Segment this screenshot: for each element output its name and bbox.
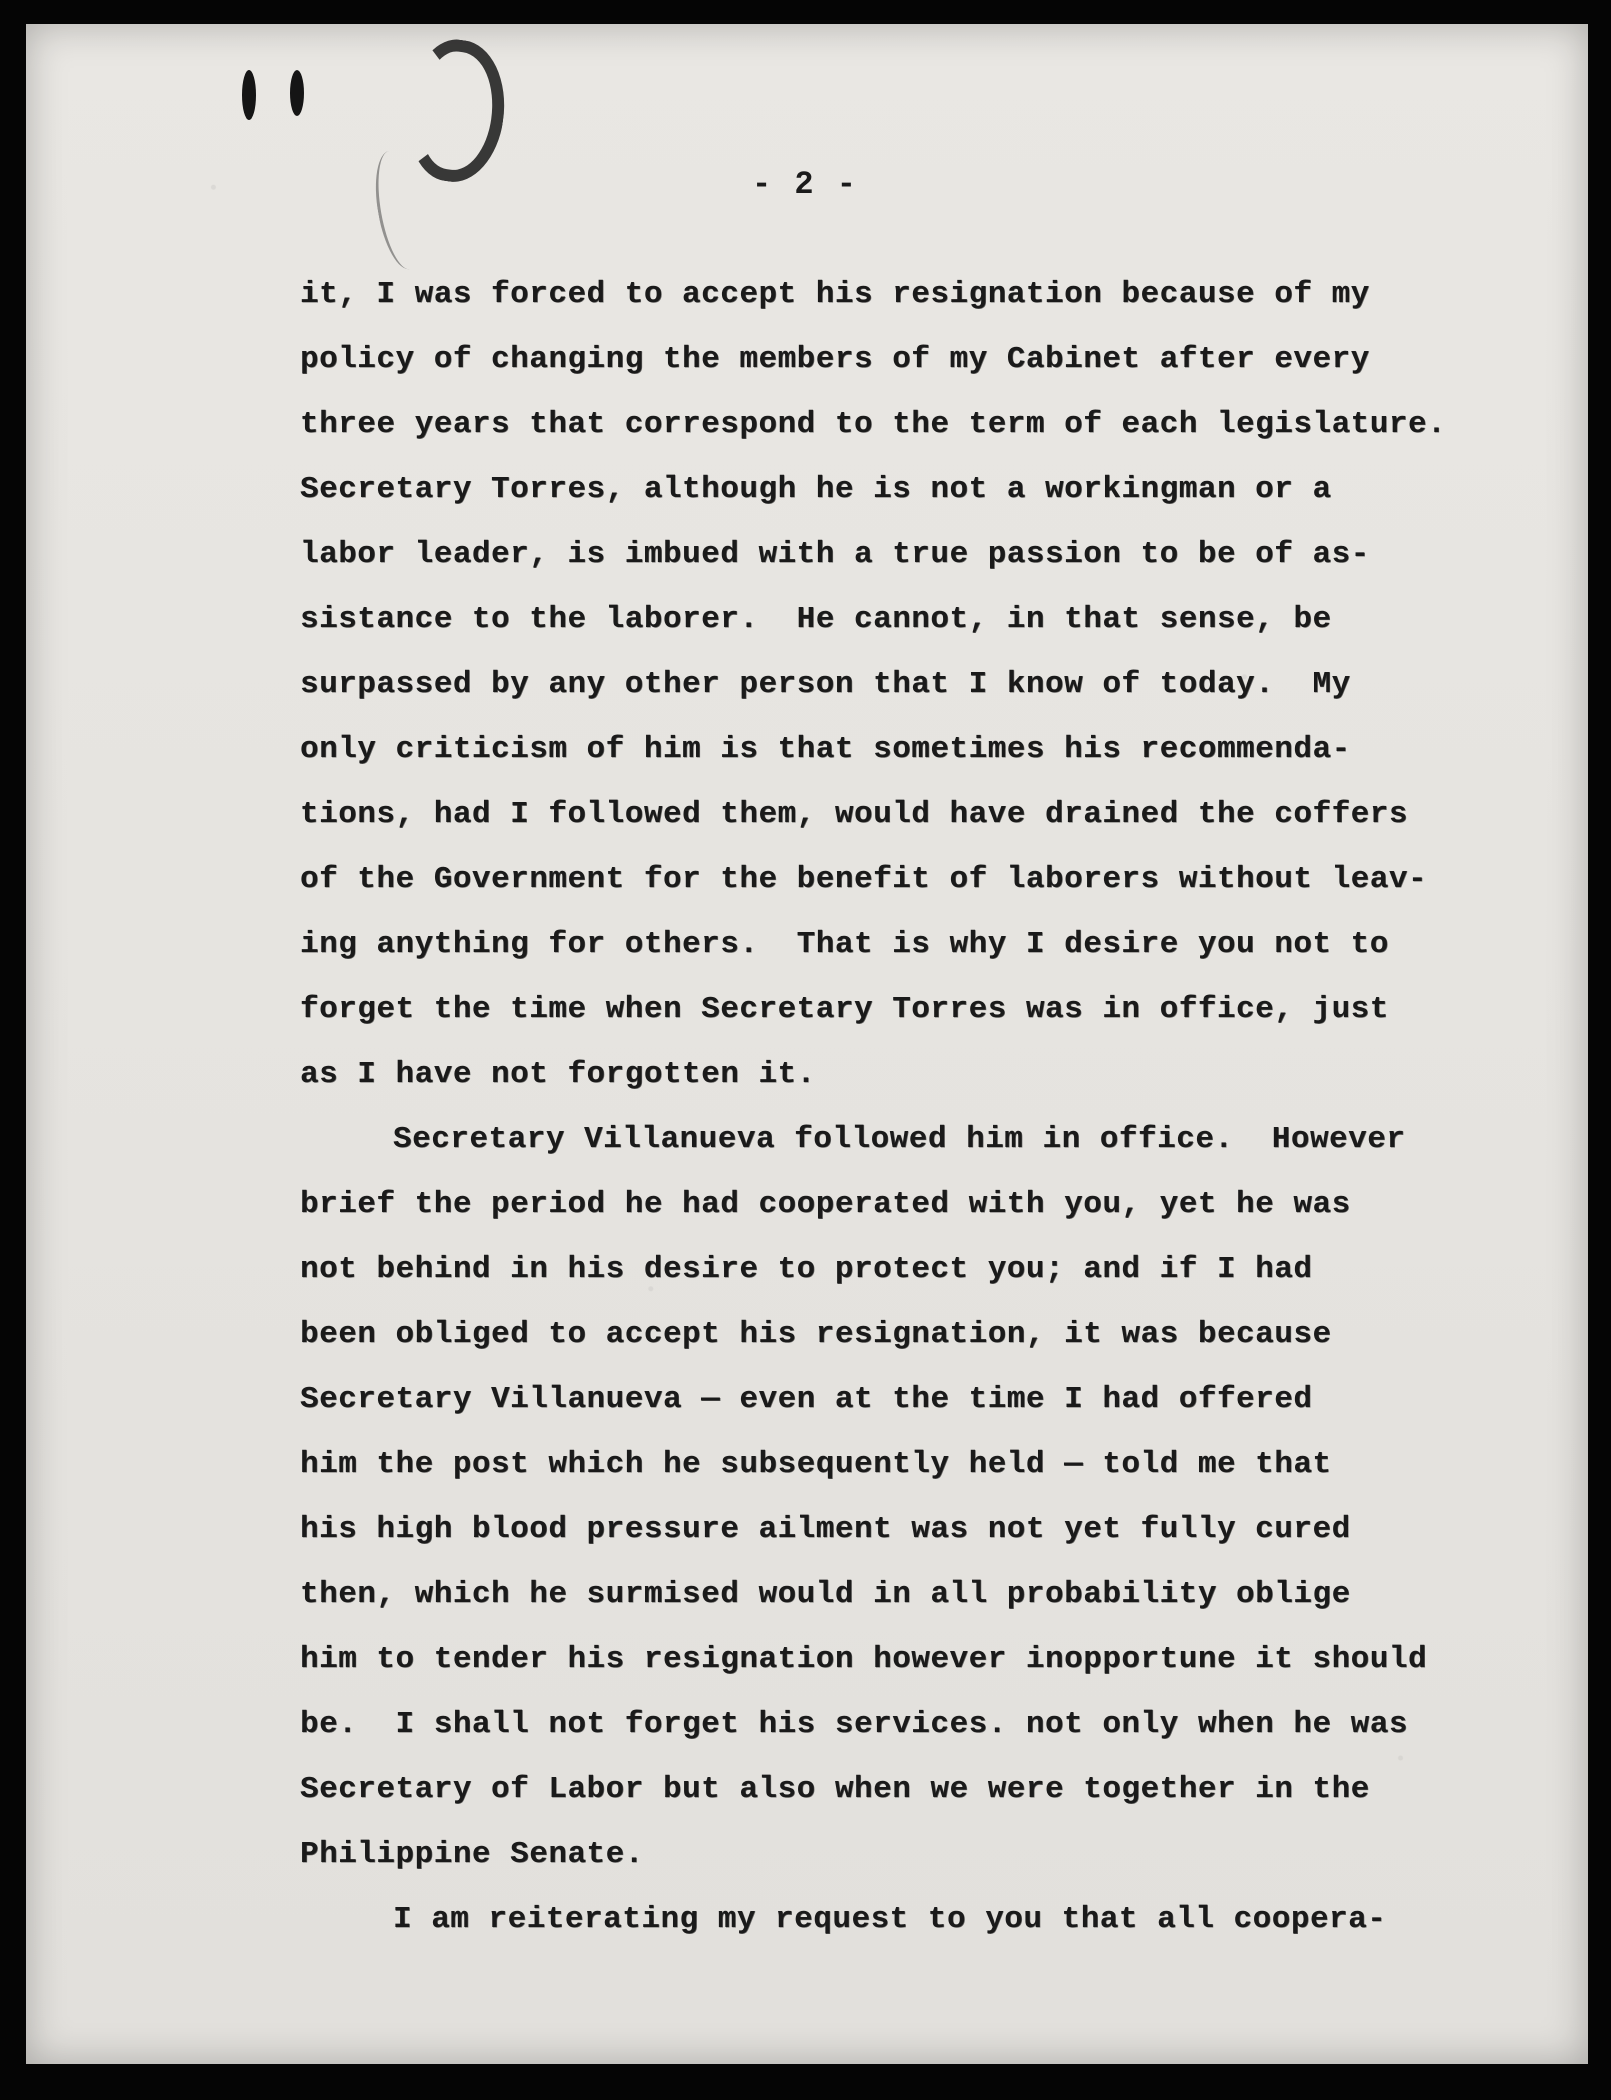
text-line: only criticism of him is that sometimes his recommenda- xyxy=(300,732,1351,767)
text-line: Philippine Senate. xyxy=(300,1837,644,1872)
ink-smudge xyxy=(290,70,304,116)
text-line: Secretary of Labor but also when we were together in the xyxy=(300,1772,1370,1807)
text-line: Secretary Villanueva — even at the time I had offered xyxy=(300,1382,1313,1417)
text-line: surpassed by any other person that I know of today. My xyxy=(300,667,1351,702)
text-line: as I have not forgotten it. xyxy=(300,1057,816,1092)
text-line: not behind in his desire to protect you; and if I had xyxy=(300,1252,1313,1287)
ink-smudge xyxy=(242,70,256,120)
letter-body xyxy=(300,262,1470,1952)
text-line: tions, had I followed them, would have drained the coffers xyxy=(300,797,1408,832)
text-line: it, I was forced to accept his resignation because of my xyxy=(300,277,1370,312)
text-line: forget the time when Secretary Torres was in office, just xyxy=(300,992,1389,1027)
text-line: three years that correspond to the term of each legislature. xyxy=(300,407,1447,442)
text-line: policy of changing the members of my Cabinet after every xyxy=(300,342,1370,377)
paragraph-start-line: I am reiterating my request to you that all coopera- xyxy=(393,1902,1387,1937)
text-line: of the Government for the benefit of laborers without leav- xyxy=(300,862,1428,897)
text-line: him to tender his resignation however inopportune it should xyxy=(300,1642,1428,1677)
text-line: then, which he surmised would in all probability oblige xyxy=(300,1577,1351,1612)
text-line: Secretary Torres, although he is not a workingman or a xyxy=(300,472,1332,507)
text-line: brief the period he had cooperated with you, yet he was xyxy=(300,1187,1351,1222)
page-number: - 2 - xyxy=(751,166,858,203)
text-line: been obliged to accept his resignation, it was because xyxy=(300,1317,1332,1352)
text-line: be. I shall not forget his services. not only when he was xyxy=(300,1707,1408,1742)
text-line: his high blood pressure ailment was not yet fully cured xyxy=(300,1512,1351,1547)
paragraph-start-line: Secretary Villanueva followed him in office. However xyxy=(393,1122,1406,1157)
text-line: sistance to the laborer. He cannot, in that sense, be xyxy=(300,602,1332,637)
text-line: ing anything for others. That is why I desire you not to xyxy=(300,927,1389,962)
text-line: labor leader, is imbued with a true passion to be of as- xyxy=(300,537,1370,572)
text-line: him the post which he subsequently held — told me that xyxy=(300,1447,1332,1482)
